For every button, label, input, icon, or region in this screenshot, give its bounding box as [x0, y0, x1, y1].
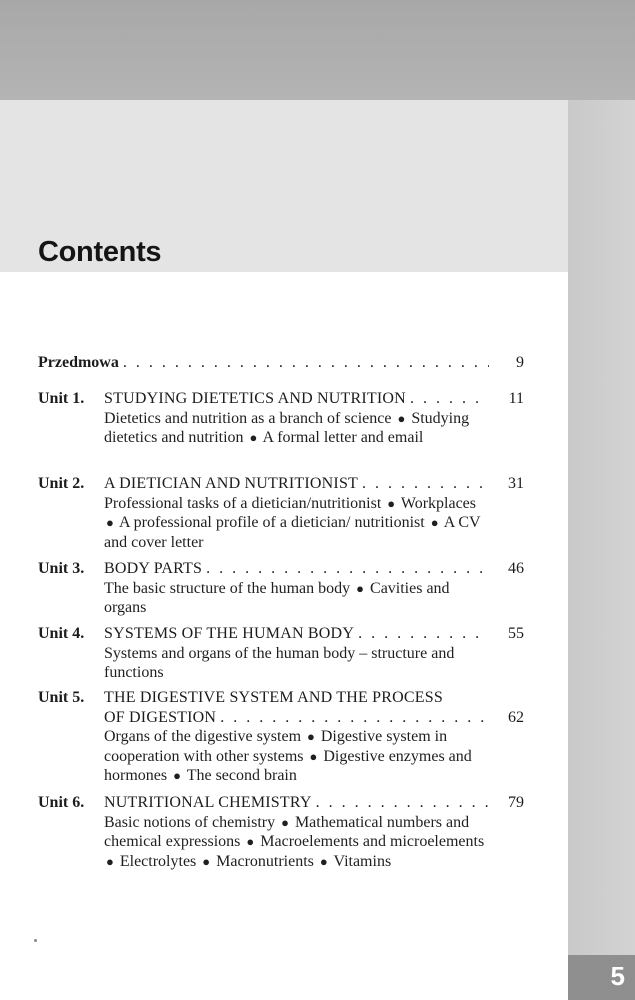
leader-dots	[358, 624, 489, 644]
page-title: Contents	[38, 236, 162, 268]
leader-dots	[362, 474, 489, 494]
leader-dots	[410, 389, 489, 409]
unit-page: 11	[508, 390, 524, 407]
unit-title	[104, 793, 489, 813]
bullet-icon: ●	[430, 515, 439, 530]
topic: Professional tasks of a dietician/nutritionist	[104, 494, 382, 512]
topic: Dietetics and nutrition as a branch of science	[104, 409, 392, 427]
unit-title-text: OF DIGESTION	[104, 708, 217, 726]
bullet-icon: ●	[387, 495, 396, 511]
top-gray-band	[0, 0, 635, 100]
unit-topics	[104, 644, 489, 683]
unit-title	[104, 624, 489, 644]
topic: The second brain	[186, 767, 297, 784]
topic: Organs of the digestive system	[104, 728, 302, 745]
leader-dots	[220, 708, 489, 728]
topic: Systems and organs of the human body – structure and functions	[104, 644, 455, 681]
bullet-icon: ●	[307, 729, 315, 744]
unit-page: 55	[508, 625, 524, 642]
unit-topics	[104, 579, 489, 618]
topic: The basic structure of the human body	[104, 579, 351, 597]
topic: Macronutrients	[216, 852, 314, 870]
topic: Mathematical numbers and chemical expressions	[104, 813, 470, 850]
leader-dots	[206, 559, 489, 579]
unit-title-text: THE DIGESTIVE SYSTEM AND THE PROCESS	[104, 689, 443, 706]
unit-title	[104, 474, 489, 494]
bullet-icon: ●	[356, 580, 365, 596]
unit-label: Unit 6.	[38, 794, 85, 811]
bullet-icon: ●	[106, 853, 114, 869]
topic: A CV and cover letter	[104, 514, 481, 551]
unit-label: Unit 2.	[38, 475, 85, 492]
topic: Digestive enzymes and hormones	[104, 747, 472, 784]
bullet-icon: ●	[246, 834, 255, 849]
unit-title	[104, 559, 489, 579]
unit-topics	[104, 727, 489, 786]
bullet-icon: ●	[173, 768, 181, 783]
unit-topics	[104, 409, 489, 448]
right-margin-strip	[568, 100, 635, 1000]
topic: Cavities and organs	[104, 579, 450, 616]
unit-label: Unit 5.	[38, 689, 85, 706]
unit-title-text: NUTRITIONAL CHEMISTRY	[104, 794, 312, 811]
unit-title	[104, 389, 489, 409]
unit-title-text: A DIETICIAN AND NUTRITIONIST	[104, 475, 359, 492]
bullet-icon: ●	[309, 748, 318, 764]
bullet-icon: ●	[106, 515, 114, 530]
topic: A professional profile of a dietician/ nutritionist	[118, 514, 425, 531]
topic: Workplaces	[400, 494, 476, 512]
unit-topics	[104, 813, 489, 872]
unit-title-text: SYSTEMS OF THE HUMAN BODY	[104, 625, 355, 642]
page-number: 5	[610, 961, 625, 991]
preface-page: 9	[516, 354, 524, 371]
unit-page: 46	[508, 560, 524, 577]
topic: Electrolytes	[119, 852, 197, 870]
bullet-icon: ●	[202, 853, 211, 869]
print-speck	[34, 939, 37, 942]
unit-topics	[104, 494, 489, 553]
unit-title	[104, 688, 489, 727]
leader-dots	[123, 353, 489, 373]
leader-dots	[316, 793, 489, 813]
preface-label: Przedmowa	[38, 354, 119, 371]
topic: Digestive system in cooperation with other systems	[104, 728, 448, 765]
topic: Studying dietetics and nutrition	[104, 409, 470, 446]
unit-page: 62	[508, 708, 524, 726]
topic: Basic notions of chemistry	[104, 813, 276, 831]
unit-label: Unit 3.	[38, 560, 85, 577]
bullet-icon: ●	[319, 853, 328, 869]
unit-label: Unit 1.	[38, 390, 85, 407]
unit-title-text: STUDYING DIETETICS AND NUTRITION	[104, 390, 406, 407]
bullet-icon: ●	[281, 814, 289, 830]
bullet-icon: ●	[249, 430, 258, 445]
unit-page: 79	[508, 794, 524, 811]
bullet-icon: ●	[397, 410, 406, 426]
preface-title-line	[38, 353, 489, 373]
unit-title-text: BODY PARTS	[104, 560, 203, 577]
topic: A formal letter and email	[262, 429, 424, 446]
topic: Vitamins	[333, 852, 392, 870]
unit-page: 31	[508, 475, 524, 492]
unit-label: Unit 4.	[38, 625, 85, 642]
topic: Macroelements and microelements	[260, 833, 485, 850]
